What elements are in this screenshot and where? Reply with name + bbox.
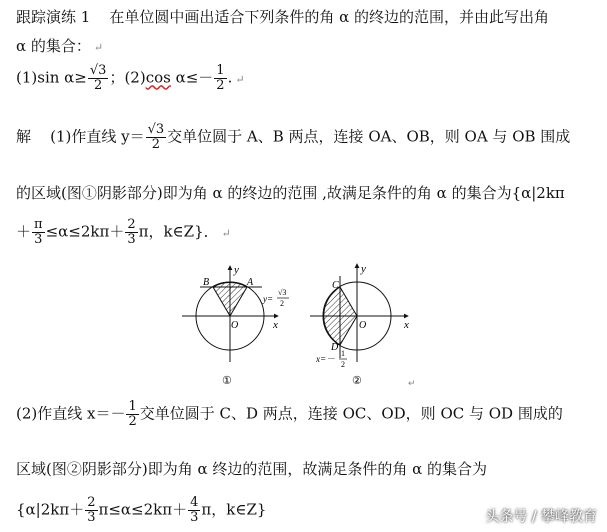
figure-2-caption: ②	[352, 375, 362, 387]
figures	[170, 258, 440, 388]
figure-2-origin-label: O	[359, 320, 367, 331]
figure-2-x-label: x	[404, 319, 409, 331]
exercise-prompt-line-1	[16, 6, 549, 27]
solution-1-set: ＋ $\frac{\pi}{3}$ ≤α≤2kπ＋ $\frac{2}{3}$ π，k∈Z}． ↵	[16, 217, 231, 247]
solution-2-line-2: 区域(图②阴影部分)即为角 α 终边的范围，故满足条件的角 α 的集合为	[16, 460, 488, 478]
solution-2-line-1: (2)作直线 x＝－ $\frac{1}{2}$ 交单位圆于 C、D 两点，连接 OC、OD，则 OC 与 OD 围成的	[16, 399, 563, 429]
figure-2-point-d: D	[331, 342, 339, 353]
figure-2-line-den: 2	[341, 360, 345, 369]
figure-1-origin-label: O	[231, 320, 239, 331]
figure-1-point-a: A	[247, 277, 254, 288]
figure-2-point-c: C	[332, 280, 339, 291]
solution-1-line-1: 解 (1)作直线 y＝ $\frac{√3}{2}$ 交单位圆于 A、B 两点，连接 OA、OB，则 OA 与 OB 围成	[16, 122, 571, 152]
solution-label: 解	[16, 127, 32, 146]
condition-1-prefix: (1)sin α≥	[16, 68, 87, 87]
condition-1-fraction: $\frac{√3}{2}$	[89, 63, 107, 93]
return-mark: ↵	[93, 41, 104, 54]
figure-2-y-label: y	[361, 263, 366, 275]
figure-1-x-label: x	[273, 319, 278, 331]
figure-1-point-b: B	[203, 277, 210, 288]
figure-2-line-num: 1	[341, 349, 345, 358]
figure-2-line-label: x=－	[316, 354, 336, 364]
solution-2-set: {α|2kπ＋ $\frac{2}{3}$ π≤α≤2kπ＋ $\frac{4}{3}$ π，k∈Z}	[16, 495, 267, 525]
conditions-line: (1)sin α≥ $\frac{√3}{2}$ ；(2)cos α≤－ $\frac{1}{2}$ . ↵	[16, 63, 245, 93]
solution-1-line-2: 的区域(图①阴影部分)即为角 α 的终边的范围 ,故满足条件的角 α 的集合为{α|2kπ	[16, 184, 565, 202]
figure-2	[310, 263, 416, 388]
condition-2-alpha: α≤－	[170, 68, 214, 87]
solution-1-line-fraction: $\frac{√3}{2}$	[147, 122, 165, 152]
exercise-prompt-b: α 的集合：	[16, 37, 91, 55]
exercise-prompt-line-2	[16, 35, 103, 56]
exercise-prompt-a: 在单位圆中画出适合下列条件的角 α 的终边的范围，并由此写出角	[109, 8, 550, 26]
figure-1	[182, 264, 289, 387]
figure-1-caption: ①	[222, 375, 232, 387]
figure-1-line-label: y=	[263, 294, 274, 304]
exercise-heading: 跟踪演练 1	[16, 8, 91, 26]
figure-2-return-mark: ↵	[408, 378, 416, 388]
figure-1-y-label: y	[234, 264, 239, 276]
condition-separator: ；(2)	[109, 68, 146, 87]
condition-2-fraction: $\frac{1}{2}$	[216, 63, 225, 93]
figure-1-line-den: 2	[280, 299, 284, 308]
condition-2-cos: cos	[145, 68, 171, 87]
watermark: 头条号 / 攀峰教育	[485, 509, 597, 525]
figure-1-line-num: √3	[278, 288, 287, 297]
